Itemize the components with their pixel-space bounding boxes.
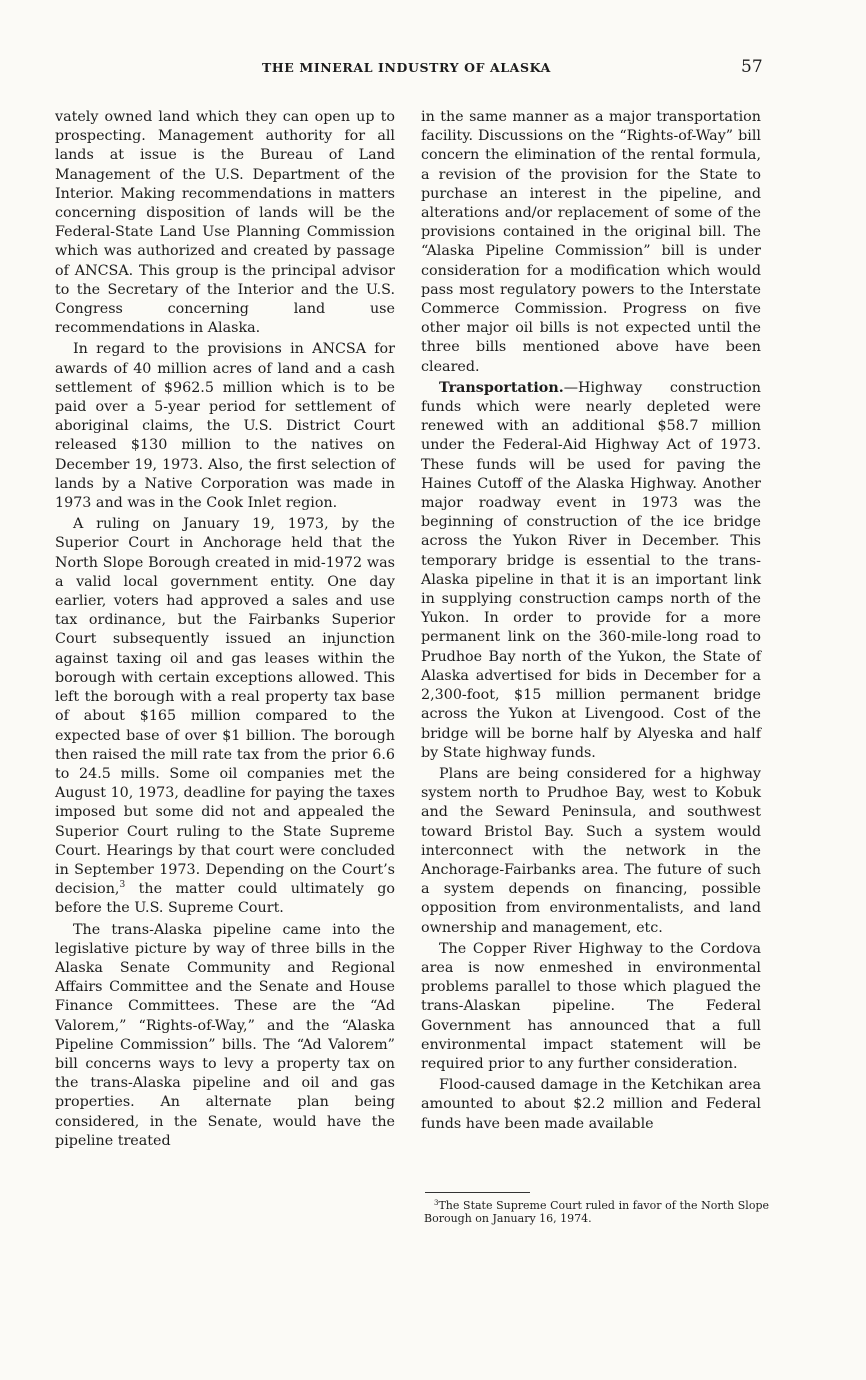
paragraph-copper-river-highway: The Copper River Highway to the Cordova area is now enmeshed in environmental problems parallel to those which plagued the trans-Alaskan pipeline. The Federal Government has announced that a full environmental impact statement will be required prior to any further consideration.: [421, 940, 761, 1072]
paragraph-ancsa-awards: In regard to the provisions in ANCSA for awards of 40 million acres of land and a cash settlement of $962.5 million which is to be paid over a 5-year period for settlement of aboriginal claims, the U.S. District Court released $130 million to the natives on December 19, 1973. Also, the first selection of lands by a Native Corporation was made in 1973 and was in the Cook Inlet region.: [55, 341, 395, 512]
paragraph-pipeline-bills: The trans-Alaska pipeline came into the legislative picture by way of three bills in the Alaska Senate Community and Regional Affairs Committee and the Senate and House Finance Committees. These are the “Ad Valorem,” “Rights-of-Way,” and the “Alaska Pipeline Commission” bills. The “Ad Valorem” bill concerns ways to levy a property tax on the trans-Alaska pipeline and oil and gas properties. An alternate plan being considered, in the Senate, would have the pipeline treated: [55, 921, 395, 1149]
footnote-divider: [425, 1192, 530, 1193]
paragraph-flood-damage: Flood-caused damage in the Ketchikan area amounted to about $2.2 million and Federal funds have been made available: [421, 1077, 761, 1132]
paragraph-highway-plans: Plans are being considered for a highway system north to Prudhoe Bay, west to Kobuk and the Seward Peninsula, and southwest toward Bristol Bay. Such a system would interconnect with the network in the Anchorage-Fairbanks area. The future of such a system depends on financing, possible opposition from environmentalists, and land ownership and management, etc.: [421, 765, 761, 936]
running-header: [0, 58, 866, 82]
paragraph-transportation-body: —Highway construction funds which were nearly depleted were renewed with an additional $58.7 million under the Federal-Aid Highway Act of 1973. These funds will be used for paving the Haines Cutoff of the Alaska Highway. Another major roadway event in 1973 was the beginning of construction of the ice bridge across the Yukon River in December. This temporary bridge is essential to the trans-Alaska pipeline in that it is an important link in supplying construction camps north of the Yukon. In order to provide for a more permanent link on the 360-mile-long road to Prudhoe Bay north of the Yukon, the State of Alaska advertised for bids in December for a 2,300-foot, $15 million permanent bridge across the Yukon at Livengood. Cost of the bridge will be borne half by Alyeska and half by State highway funds.: [421, 379, 761, 761]
footnote-marker: 3: [434, 1199, 439, 1207]
paragraph-transportation: [421, 379, 761, 763]
footnote-reference: 3: [119, 880, 126, 891]
page-number: 57: [741, 57, 763, 77]
paragraph-north-slope-ruling: [55, 515, 395, 918]
left-column: [55, 108, 395, 1151]
footnote-text: The State Supreme Court ruled in favor of the North Slope Borough on January 16, 1974.: [424, 1199, 769, 1225]
section-heading-transportation: Transportation.: [439, 379, 564, 396]
paragraph-text-after-note: the matter could ultimately go before the U.S. Supreme Court.: [55, 881, 395, 917]
running-head-title: THE MINERAL INDUSTRY OF ALASKA: [262, 60, 551, 75]
right-column: [421, 108, 761, 1134]
paragraph-text-before-note: A ruling on January 19, 1973, by the Superior Court in Anchorage held that the North Slope Borough created in mid-1972 was a valid local government entity. One day earlier, voters had approved a sales and use tax ordinance, but the Fairbanks Superior Court subsequently issued an injunction against taxing oil and gas leases within the borough with certain exceptions allowed. This left the borough with a real property tax base of about $165 million compared to the expected base of over $1 billion. The borough then raised the mill rate tax from the prior 6.6 to 24.5 mills. Some oil companies met the August 10, 1973, deadline for paying the taxes imposed but some did not and appealed the Superior Court ruling to the State Supreme Court. Hearings by that court were concluded in September 1973. Depending on the Court’s decision,: [55, 516, 395, 898]
footnote: [424, 1199, 769, 1225]
paragraph-pipeline-bills-continued: in the same manner as a major transportation facility. Discussions on the “Rights-of-Way” bill concern the elimination of the rental formula, a revision of the provision for the State to purchase an interest in the pipeline, and alterations and/or replacement of some of the provisions contained in the original bill. The “Alaska Pipeline Commission” bill is under consideration for a modification which would pass most regulatory powers to the Interstate Commerce Commission. Progress on five other major oil bills is not expected until the three bills mentioned above have been cleared.: [421, 109, 761, 375]
paragraph-land-management: vately owned land which they can open up to prospecting. Management authority for all lands at issue is the Bureau of Land Management of the U.S. Department of the Interior. Making recommendations in matters concerning disposition of lands will be the Federal-State Land Use Planning Commission which was authorized and created by passage of ANCSA. This group is the principal advisor to the Secretary of the Interior and the U.S. Congress concerning land use recommendations in Alaska.: [55, 109, 395, 337]
